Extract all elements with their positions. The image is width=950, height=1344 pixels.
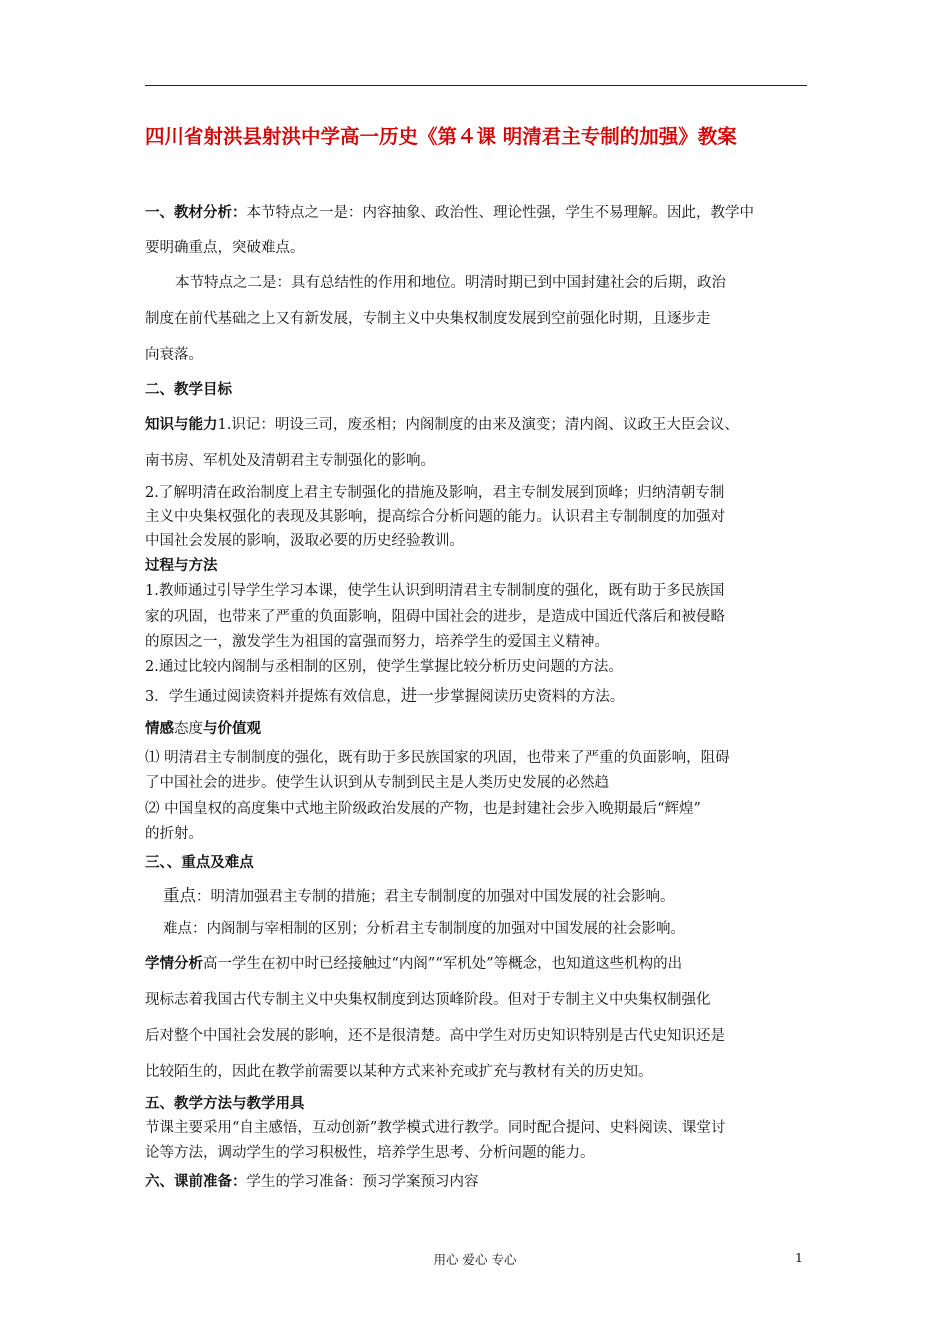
knowledge-line: 2.了解明清在政治制度上君主专制强化的措施及影响，君主专制发展到顶峰；归纳清朝专制 — [145, 485, 725, 501]
section1-line: 制度在前代基础之上又有新发展，专制主义中央集权制度发展到空前强化时期，且逐步走 — [145, 311, 711, 327]
key-point-label: 重点 — [163, 886, 196, 905]
difficulty-line: 难点：内阁制与宰相制的区别；分析君主专制制度的加强对中国发展的社会影响。 — [163, 921, 685, 937]
process-line: 家的巩固，也带来了严重的负面影响，阻碍中国社会的进步，是造成中国近代落后和被侵略 — [145, 609, 725, 625]
section1-line: 向衰落。 — [145, 347, 203, 363]
header-rule — [145, 85, 807, 86]
emotion-heading: 情感态度与价值观 — [145, 721, 261, 737]
process-line: 的原因之一，激发学生为祖国的富强而努力，培养学生的爱国主义精神。 — [145, 634, 609, 650]
knowledge-line: 知识与能力1.识记：明设三司，废丞相；内阁制度的由来及演变；清内阁、议政王大臣会议、 — [145, 417, 739, 433]
preparation-line: 六、课前准备：学生的学习准备：预习学案预习内容 — [145, 1174, 479, 1190]
section1-line: 一、教材分析：本节特点之一是：内容抽象、政治性、理论性强，学生不易理解。因此，教学中 — [145, 205, 754, 221]
analysis-line: 学情分析高一学生在初中时已经接触过“内阁”“军机处”等概念，也知道这些机构的出 — [145, 956, 683, 972]
process-line: 1.教师通过引导学生学习本课，使学生认识到明清君主专制制度的强化，既有助于多民族国 — [145, 583, 725, 599]
emotion-line: 了中国社会的进步。使学生认识到从专制到民主是人类历史发展的必然趋 — [145, 775, 609, 791]
analysis-line: 后对整个中国社会发展的影响，还不是很清楚。高中学生对历史知识特别是古代史知识还是 — [145, 1028, 725, 1044]
key-point-line: 重点：明清加强君主专制的措施；君主专制制度的加强对中国发展的社会影响。 — [163, 886, 675, 905]
knowledge-line: 中国社会发展的影响，汲取必要的历史经验教训。 — [145, 533, 464, 549]
document-title: 四川省射洪县射洪中学高一历史《第４课 明清君主专制的加强》教案 — [145, 125, 737, 148]
process-line: 3．学生通过阅读资料并提炼有效信息，进一步掌握阅读历史资料的方法。 — [145, 686, 625, 705]
analysis-line: 比较陌生的，因此在教学前需要以某种方式来补充或扩充与教材有关的历史知。 — [145, 1064, 653, 1080]
page-footer: 用心 爱心 专心 — [433, 1252, 517, 1267]
section3-heading: 三、、重点及难点 — [145, 855, 254, 871]
method-line: 论等方法，调动学生的学习积极性，培养学生思考、分析问题的能力。 — [145, 1145, 595, 1161]
emotion-line: 的折射。 — [145, 826, 203, 842]
section2-heading: 二、教学目标 — [145, 382, 232, 398]
knowledge-line: 主义中央集权强化的表现及其影响，提高综合分析问题的能力。认识君主专制制度的加强对 — [145, 509, 725, 525]
section1-line: 要明确重点，突破难点。 — [145, 240, 305, 256]
knowledge-heading: 知识与能力 — [145, 417, 218, 433]
method-line: 节课主要采用“自主感悟，互动创新”教学模式进行教学。同时配合提问、史料阅读、课堂讨 — [145, 1120, 726, 1136]
analysis-line: 现标志着我国古代专制主义中央集权制度到达顶峰阶段。但对于专制主义中央集权制强化 — [145, 992, 711, 1008]
emotion-line: ⑴ 明清君主专制制度的强化，既有助于多民族国家的巩固，也带来了严重的负面影响，阻碍 — [145, 750, 730, 766]
knowledge-line: 南书房、军机处及清朝君主专制强化的影响。 — [145, 453, 435, 469]
section1-line: 本节特点之二是：具有总结性的作用和地位。明清时期已到中国封建社会的后期，政治 — [175, 275, 726, 291]
section5-heading: 五、教学方法与教学用具 — [145, 1096, 305, 1112]
process-line: 2.通过比较内阁制与丞相制的区别，使学生掌握比较分析历史问题的方法。 — [145, 659, 623, 675]
process-heading: 过程与方法 — [145, 558, 218, 574]
section6-heading: 六、课前准备： — [145, 1174, 247, 1190]
page-number: 1 — [795, 1250, 803, 1265]
emotion-line: ⑵ 中国皇权的高度集中式地主阶级政治发展的产物，也是封建社会步入晚期最后“辉煌” — [145, 801, 701, 817]
analysis-heading: 学情分析 — [145, 956, 203, 972]
section1-heading: 一、教材分析： — [145, 205, 247, 221]
